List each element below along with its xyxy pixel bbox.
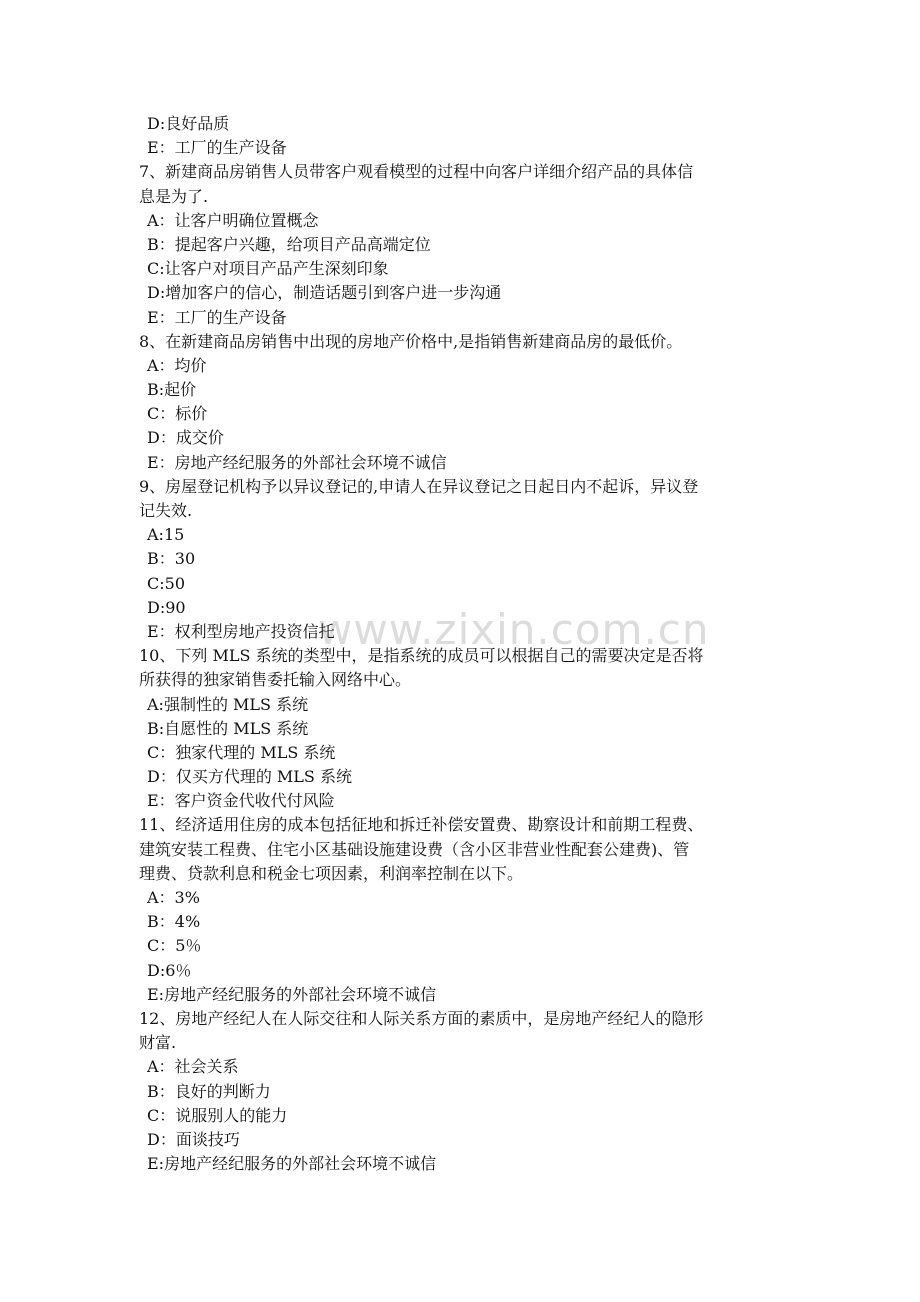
answer-option: D：成交价 [147, 428, 224, 448]
answer-option: A：3% [147, 888, 200, 907]
answer-option: B：4% [147, 912, 201, 932]
answer-option: C:50 [147, 573, 185, 593]
answer-option: D:90 [147, 597, 186, 617]
answer-option: E：权利型房地产投资信托 [147, 621, 335, 641]
answer-option: D:增加客户的信心，制造话题引到客户进一步沟通 [147, 283, 502, 303]
answer-option: D:6％ [147, 960, 192, 980]
answer-option: B:自愿性的 MLS 系统 [147, 718, 309, 738]
watermark: www.zixin.com.cn [318, 605, 710, 654]
answer-option: B:起价 [147, 380, 197, 400]
question-text: 理费、贷款利息和税金七项因素，利润率控制在以下。 [139, 863, 524, 883]
answer-option: E：工厂的生产设备 [147, 307, 287, 327]
answer-option: B：提起客户兴趣，给项目产品高端定位 [147, 234, 431, 254]
question-text: 12、房地产经纪人在人际交往和人际关系方面的素质中，是房地产经纪人的隐形 [139, 1008, 704, 1028]
answer-option: B：30 [147, 549, 196, 569]
question-text: 9、房屋登记机构予以异议登记的,申请人在异议登记之日起日内不起诉，异议登 [139, 476, 699, 496]
question-text: 建筑安装工程费、住宅小区基础设施建设费（含小区非营业性配套公建费)、管 [139, 839, 690, 859]
answer-option: C：5％ [147, 936, 202, 956]
question-text: 8、在新建商品房销售中出现的房地产价格中,是指销售新建商品房的最低价。 [139, 331, 683, 351]
answer-option: E：客户资金代收代付风险 [147, 791, 335, 811]
answer-option: C：标价 [147, 404, 208, 424]
question-text: 记失效. [139, 501, 193, 520]
answer-option: E：房地产经纪服务的外部社会环境不诚信 [147, 452, 447, 472]
question-text: 财富. [139, 1033, 177, 1053]
answer-option: A：均价 [147, 355, 207, 375]
answer-option: A：社会关系 [147, 1057, 239, 1077]
answer-option: D：面谈技巧 [147, 1129, 240, 1149]
answer-option: A:15 [147, 525, 185, 545]
answer-option: E:房地产经纪服务的外部社会环境不诚信 [147, 1154, 437, 1174]
answer-option: E:房地产经纪服务的外部社会环境不诚信 [147, 984, 437, 1004]
answer-option: C：说服别人的能力 [147, 1105, 288, 1125]
answer-option: D:良好品质 [147, 114, 230, 133]
question-text: 7、新建商品房销售人员带客户观看模型的过程中向客户详细介绍产品的具体信 [139, 162, 694, 182]
answer-option: B：良好的判断力 [147, 1081, 271, 1101]
answer-option: D：仅买方代理的 MLS 系统 [147, 767, 352, 787]
document-body [139, 112, 789, 1176]
question-text: 11、经济适用住房的成本包括征地和拆迁补偿安置费、勘察设计和前期工程费、 [139, 815, 704, 835]
answer-option: C：独家代理的 MLS 系统 [147, 742, 336, 762]
question-text: 息是为了. [139, 186, 209, 206]
question-text: 10、下列 MLS 系统的类型中，是指系统的成员可以根据自己的需要决定是否将 [139, 646, 704, 666]
answer-option: A:强制性的 MLS 系统 [147, 694, 309, 714]
answer-option: C:让客户对项目产品产生深刻印象 [147, 259, 389, 279]
question-text: 所获得的独家销售委托输入网络中心。 [139, 670, 412, 690]
answer-option: E：工厂的生产设备 [147, 138, 287, 158]
answer-option: A：让客户明确位置概念 [147, 210, 319, 230]
